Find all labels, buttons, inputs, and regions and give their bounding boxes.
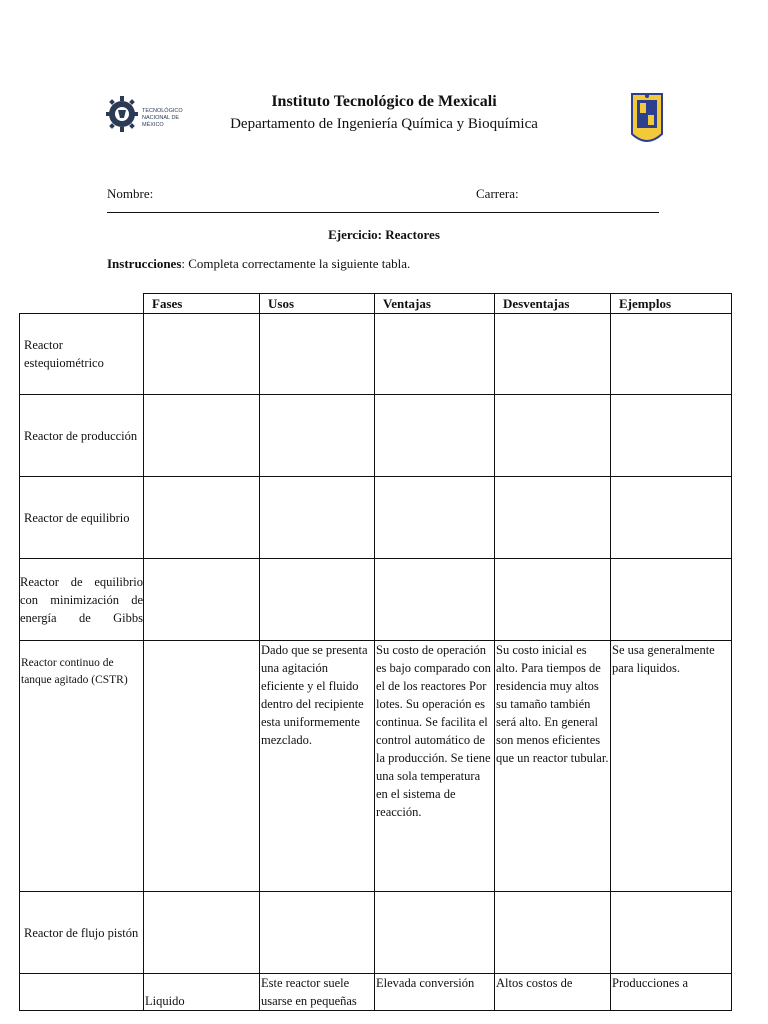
cell-usos xyxy=(260,395,375,477)
cell-ventajas xyxy=(375,314,495,395)
carrera-label: Carrera: xyxy=(476,186,519,201)
nombre-label: Nombre: xyxy=(107,186,154,201)
cell-ventajas xyxy=(375,559,495,641)
reactors-table xyxy=(19,293,732,1011)
institute-title: Instituto Tecnológico de Mexicali xyxy=(271,93,497,110)
cell-fases xyxy=(144,395,260,477)
cell-ejemplos xyxy=(611,395,732,477)
cell-ejemplos xyxy=(611,477,732,559)
cell-desventajas: Su costo inicial es alto. Para tiempos de residencia muy altos su tamaño también será alto. En general son menos eficientes que un reactor tubular. xyxy=(495,641,611,892)
column-header-ejemplos: Ejemplos xyxy=(611,294,732,314)
cell-usos: Dado que se presenta una agitación eficiente y el fluido dentro del recipiente esta uniformemente mezclado. xyxy=(260,641,375,892)
cell-desventajas: Altos costos de xyxy=(495,974,611,1011)
table-row xyxy=(20,892,732,974)
cell-usos xyxy=(260,477,375,559)
column-header-desventajas: Desventajas xyxy=(495,294,611,314)
instructions xyxy=(107,256,410,272)
cell-ejemplos xyxy=(611,892,732,974)
cell-desventajas xyxy=(495,395,611,477)
cell-fases xyxy=(144,314,260,395)
row-label: Reactor de equilibrio con minimización de energía de Gibbs xyxy=(20,559,144,641)
cell-desventajas xyxy=(495,314,611,395)
table-row xyxy=(20,559,732,641)
cell-fases xyxy=(144,477,260,559)
cell-ejemplos: Producciones a xyxy=(611,974,732,1011)
table-row xyxy=(20,974,732,1011)
table-row xyxy=(20,314,732,395)
cell-ventajas xyxy=(375,395,495,477)
row-label: Reactor de equilibrio xyxy=(20,477,144,559)
column-header-ventajas: Ventajas xyxy=(375,294,495,314)
cell-ejemplos xyxy=(611,314,732,395)
table-row xyxy=(20,641,732,892)
cell-fases xyxy=(144,641,260,892)
cell-usos xyxy=(260,559,375,641)
row-label: Reactor de flujo pistón xyxy=(20,892,144,974)
cell-fases: Liquido xyxy=(144,974,260,1011)
column-header-usos: Usos xyxy=(260,294,375,314)
cell-ventajas xyxy=(375,477,495,559)
department-title: Departamento de Ingeniería Química y Bioquímica xyxy=(230,116,538,132)
cell-desventajas xyxy=(495,477,611,559)
table-row xyxy=(20,477,732,559)
tecnm-logo-line-1: TECNOLÓGICO xyxy=(142,108,183,114)
cell-usos xyxy=(260,314,375,395)
cell-ejemplos xyxy=(611,559,732,641)
column-header-fases: Fases xyxy=(144,294,260,314)
table-row xyxy=(20,395,732,477)
row-label xyxy=(20,974,144,1011)
row-label: Reactor de producción xyxy=(20,395,144,477)
cell-ventajas: Elevada conversión xyxy=(375,974,495,1011)
cell-desventajas xyxy=(495,892,611,974)
instructions-label: Instrucciones xyxy=(107,256,182,271)
cell-usos xyxy=(260,892,375,974)
row-label: Reactor continuo de tanque agitado (CSTR) xyxy=(20,641,144,892)
instructions-text: : Completa correctamente la siguiente tabla. xyxy=(181,256,411,271)
cell-usos: Este reactor suele usarse en pequeñas xyxy=(260,974,375,1011)
tecnm-logo-line-2: NACIONAL DE MÉXICO xyxy=(142,115,180,128)
cell-ejemplos: Se usa generalmente para liquidos. xyxy=(611,641,732,892)
cell-fases xyxy=(144,559,260,641)
cell-fases xyxy=(144,892,260,974)
cell-ventajas: Su costo de operación es bajo comparado con el de los reactores Por lotes. Su operación es continua. Se facilita el control automático de la producción. Se tiene una sola temperatura en el sistema de reacción. xyxy=(375,641,495,892)
cell-desventajas xyxy=(495,559,611,641)
row-label: Reactor estequiométrico xyxy=(20,314,144,395)
name-underline xyxy=(107,212,659,213)
table-header-row xyxy=(20,294,732,314)
exercise-title: Ejercicio: Reactores xyxy=(328,227,440,242)
cell-ventajas xyxy=(375,892,495,974)
header-empty-cell xyxy=(20,294,144,314)
